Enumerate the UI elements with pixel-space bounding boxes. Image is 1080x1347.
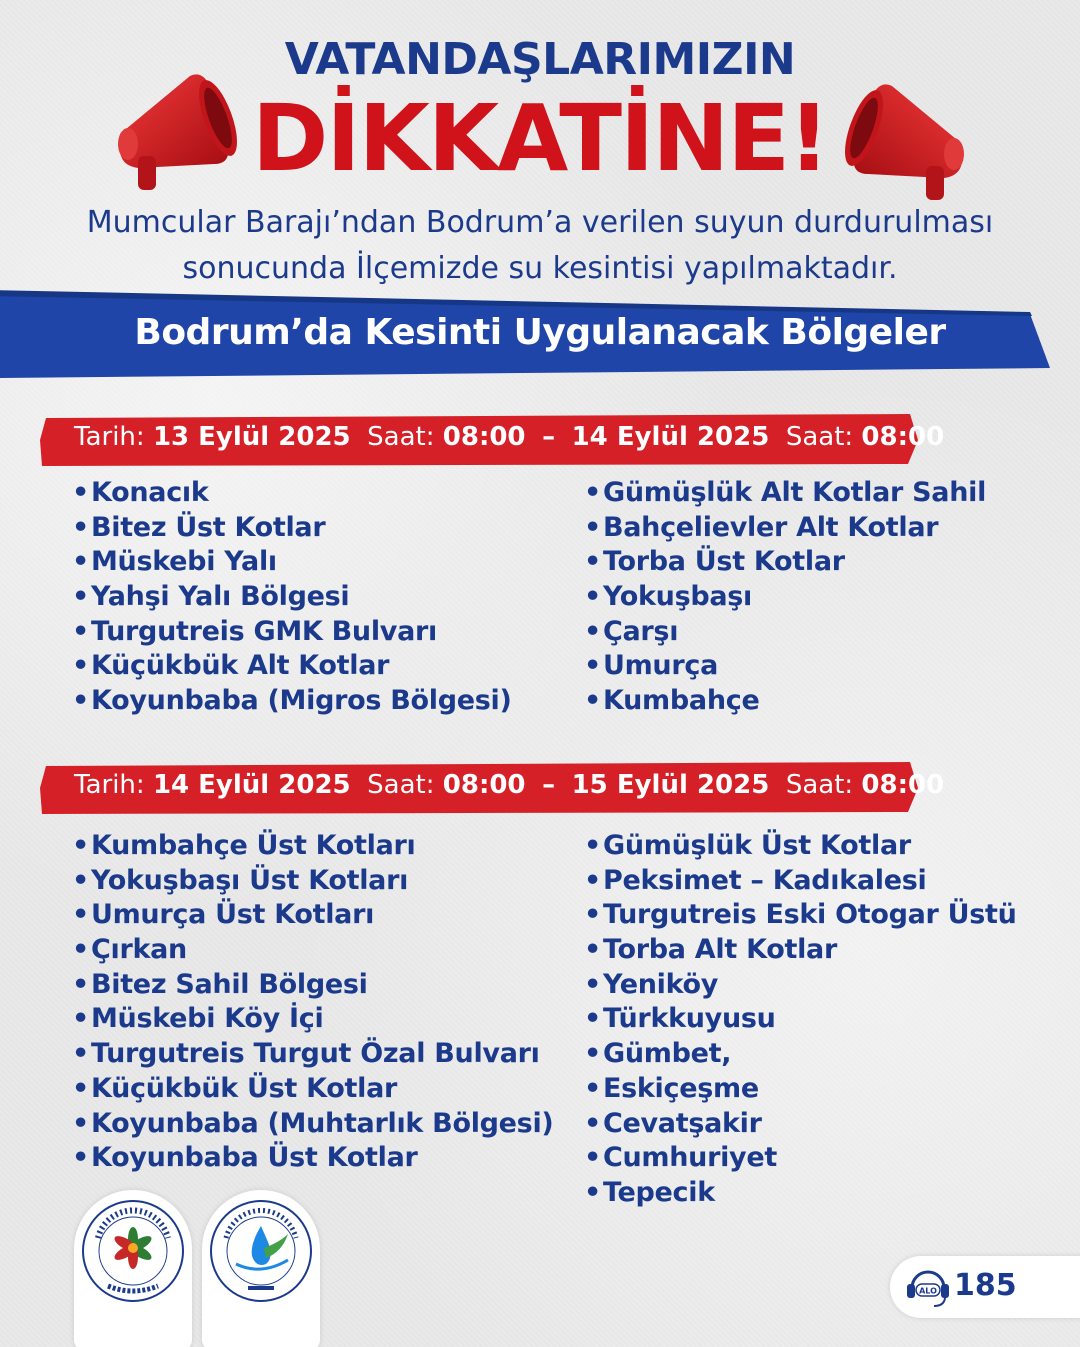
hotline-number[interactable]: 185	[954, 1268, 1017, 1303]
region-item: • Bitez Sahil Bölgesi	[72, 968, 553, 1003]
region-item: • Gümüşlük Alt Kotlar Sahil	[584, 476, 986, 511]
region-item: • Yokuşbaşı Üst Kotları	[72, 864, 553, 899]
region-list-2-left	[72, 829, 553, 1176]
headline-attention: DİKKATİNE!	[251, 85, 829, 192]
intro-line-2: sonucunda İlçemizde su kesintisi yapılmaktadır.	[182, 251, 898, 286]
region-item: • Cevatşakir	[584, 1107, 1017, 1142]
region-item: • Gümbet,	[584, 1037, 1017, 1072]
region-item: • Turgutreis GMK Bulvarı	[72, 615, 512, 650]
region-item: • Yahşi Yalı Bölgesi	[72, 580, 512, 615]
region-item: • Kumbahçe	[584, 684, 986, 719]
date-range-1: Tarih: 13 Eylül 2025 Saat: 08:00 – 14 Eylül 2025 Saat: 08:00	[74, 422, 945, 452]
mugla-municipality-seal-icon	[80, 1198, 186, 1304]
region-item: • Kumbahçe Üst Kotları	[72, 829, 553, 864]
hotline-prefix: ALO	[919, 1286, 937, 1296]
intro-text	[40, 200, 1040, 292]
region-item: • Bahçelievler Alt Kotlar	[584, 511, 986, 546]
region-item: • Umurça Üst Kotları	[72, 898, 553, 933]
region-item: • Müskebi Köy İçi	[72, 1002, 553, 1037]
region-item: • Torba Üst Kotlar	[584, 545, 986, 580]
region-item: • Çarşı	[584, 615, 986, 650]
region-item: • Yokuşbaşı	[584, 580, 986, 615]
region-item: • Koyunbaba Üst Kotlar	[72, 1141, 553, 1176]
region-list-2-right	[584, 829, 1017, 1211]
region-item: • Umurça	[584, 649, 986, 684]
banner-title: Bodrum’da Kesinti Uygulanacak Bölgeler	[134, 312, 946, 353]
region-item: • Cumhuriyet	[584, 1141, 1017, 1176]
region-item: • Müskebi Yalı	[72, 545, 512, 580]
region-item: • Torba Alt Kotlar	[584, 933, 1017, 968]
headset-icon	[904, 1264, 952, 1310]
region-item: • Turgutreis Turgut Özal Bulvarı	[72, 1037, 553, 1072]
date-range-2: Tarih: 14 Eylül 2025 Saat: 08:00 – 15 Eylül 2025 Saat: 08:00	[74, 770, 945, 800]
region-item: • Eskiçeşme	[584, 1072, 1017, 1107]
intro-line-1: Mumcular Barajı’ndan Bodrum’a verilen suyun durdurulması	[86, 205, 994, 240]
region-item: • Türkkuyusu	[584, 1002, 1017, 1037]
muski-seal-icon	[208, 1198, 314, 1304]
region-list-1-right	[584, 476, 986, 719]
region-item: • Peksimet – Kadıkalesi	[584, 864, 1017, 899]
headline-citizens: VATANDAŞLARIMIZIN	[284, 34, 796, 85]
region-item: • Küçükbük Üst Kotlar	[72, 1072, 553, 1107]
region-list-1-left	[72, 476, 512, 719]
region-item: • Konacık	[72, 476, 512, 511]
region-item: • Yeniköy	[584, 968, 1017, 1003]
region-item: • Turgutreis Eski Otogar Üstü	[584, 898, 1017, 933]
region-item: • Koyunbaba (Muhtarlık Bölgesi)	[72, 1107, 553, 1142]
region-item: • Küçükbük Alt Kotlar	[72, 649, 512, 684]
region-item: • Bitez Üst Kotlar	[72, 511, 512, 546]
region-item: • Tepecik	[584, 1176, 1017, 1211]
region-item: • Koyunbaba (Migros Bölgesi)	[72, 684, 512, 719]
region-item: • Gümüşlük Üst Kotlar	[584, 829, 1017, 864]
region-item: • Çırkan	[72, 933, 553, 968]
